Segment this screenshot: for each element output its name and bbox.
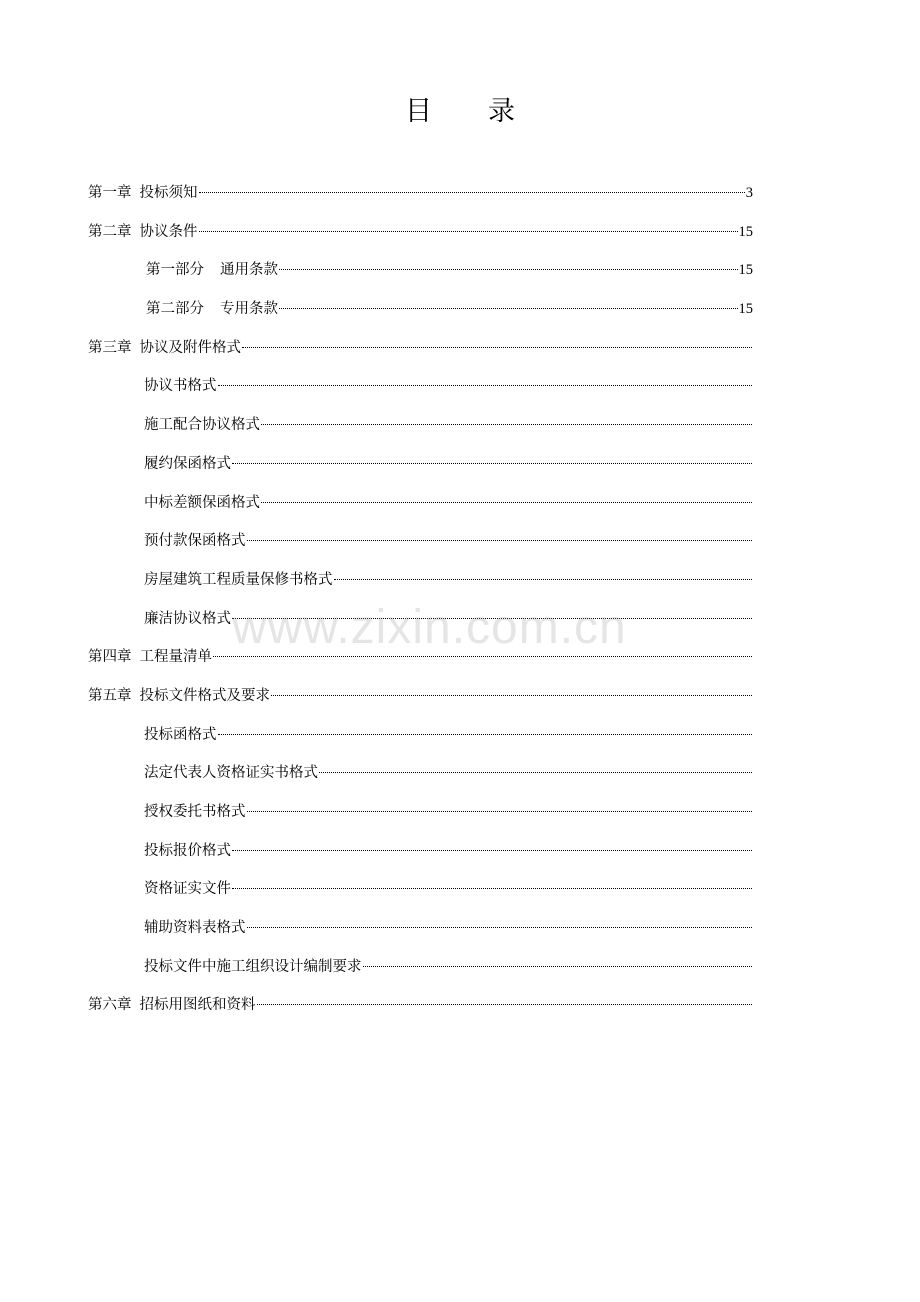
toc-entry[interactable] [88, 367, 753, 406]
toc-page-number: 15 [738, 223, 753, 240]
toc-entry[interactable] [88, 716, 753, 755]
toc-dot-leader [199, 192, 745, 193]
toc-entry-label [144, 909, 246, 948]
toc-entry-text: 工程量清单 [139, 649, 212, 666]
toc-entry-prefix: 第一部分 [146, 262, 204, 279]
toc-dot-leader [319, 772, 752, 773]
toc-entry-text: 房屋建筑工程质量保修书格式 [144, 571, 333, 588]
toc-dot-leader [232, 463, 752, 464]
toc-entry[interactable] [88, 986, 753, 1025]
toc-entry-text: 中标差额保函格式 [144, 494, 260, 511]
toc-entry-label [88, 213, 198, 252]
toc-dot-leader [363, 966, 753, 967]
toc-entry[interactable] [88, 406, 753, 445]
toc-entry-text: 授权委托书格式 [144, 804, 246, 820]
toc-entry[interactable] [88, 561, 753, 600]
toc-entry-text: 招标用图纸和资料 [139, 997, 256, 1014]
toc-entry-prefix: 第三章 [88, 339, 132, 356]
toc-dot-leader [271, 695, 752, 696]
title-char-2: 录 [488, 96, 515, 127]
toc-entry[interactable] [88, 522, 753, 561]
toc-page-number: 15 [738, 262, 753, 279]
toc-entry[interactable] [88, 754, 753, 793]
toc-dot-leader [218, 385, 753, 386]
toc-entry-text: 投标函格式 [144, 726, 217, 743]
toc-entry[interactable] [88, 290, 753, 329]
toc-dot-leader [279, 308, 738, 309]
toc-entry-text: 投标文件格式及要求 [139, 687, 270, 704]
toc-entry-label [144, 445, 231, 484]
toc-entry-text: 廉洁协议格式 [144, 610, 231, 627]
toc-entry-label [144, 600, 231, 639]
toc-dot-leader [334, 579, 753, 580]
toc-entry[interactable] [88, 948, 753, 987]
toc-entry-label [144, 948, 362, 987]
toc-entry[interactable] [88, 329, 753, 368]
toc-entry-label [144, 716, 217, 755]
toc-entry-label [144, 406, 260, 445]
toc-entry-prefix: 第二部分 [146, 301, 204, 318]
toc-entry-label [144, 870, 231, 909]
toc-entry-text: 投标文件中施工组织设计编制要求 [144, 958, 362, 975]
toc-entry-label [144, 367, 217, 406]
toc-entry-text: 资格证实文件 [144, 881, 231, 898]
toc-entry[interactable] [88, 251, 753, 290]
toc-entry-label [88, 638, 212, 677]
toc-entry-prefix: 第四章 [88, 649, 132, 666]
toc-dot-leader [257, 1004, 753, 1005]
toc-entry-prefix: 第六章 [88, 997, 132, 1014]
toc-entry-text: 法定代表人资格证实书格式 [144, 765, 318, 782]
toc-entry-text: 专用条款 [220, 301, 278, 318]
toc-entry-label [144, 561, 333, 600]
toc-entry-label [88, 329, 241, 368]
page-title [0, 92, 920, 132]
toc-entry-text: 通用条款 [220, 262, 278, 279]
toc-entry-label [144, 522, 246, 561]
toc-entry-text: 协议书格式 [144, 378, 217, 395]
toc-entry[interactable] [88, 677, 753, 716]
toc-entry-text: 预付款保函格式 [144, 533, 246, 550]
toc-entry-label [88, 174, 198, 213]
toc-entry-label [144, 754, 318, 793]
toc-entry-text: 施工配合协议格式 [144, 417, 260, 434]
toc-entry[interactable] [88, 793, 753, 832]
toc-entry-label [144, 484, 260, 523]
watermark: www.zixin.com.cn [232, 601, 627, 654]
toc-dot-leader [247, 927, 753, 928]
toc-entry-label [144, 793, 246, 832]
toc-entry-text: 协议及附件格式 [139, 339, 241, 356]
toc-entry-text: 辅助资料表格式 [144, 920, 246, 937]
toc-entry[interactable] [88, 213, 753, 252]
toc-entry-text: 履约保函格式 [144, 455, 231, 472]
toc-entry-text: 投标须知 [139, 185, 198, 201]
toc-entry-label [146, 251, 278, 290]
toc-entry[interactable] [88, 174, 753, 213]
toc-dot-leader [242, 347, 752, 348]
toc-entry[interactable] [88, 445, 753, 484]
toc-entry[interactable] [88, 909, 753, 948]
toc-dot-leader [232, 888, 752, 889]
toc-page-number: 3 [745, 185, 753, 201]
toc-entry[interactable] [88, 484, 753, 523]
toc-dot-leader [279, 269, 738, 270]
toc-dot-leader [261, 424, 752, 425]
toc-dot-leader [247, 811, 753, 812]
toc-entry-prefix: 第二章 [88, 223, 132, 240]
toc-entry-prefix: 第一章 [88, 185, 132, 201]
toc-dot-leader [232, 850, 752, 851]
toc-page-number: 15 [738, 301, 753, 318]
toc-entry-label [144, 832, 231, 871]
toc-entry-prefix: 第五章 [88, 687, 132, 704]
toc-entry[interactable] [88, 832, 753, 871]
toc-entry-label [146, 290, 278, 329]
toc-dot-leader [213, 656, 752, 657]
toc-dot-leader [218, 734, 753, 735]
toc-dot-leader [247, 540, 753, 541]
title-char-1: 目 [405, 96, 432, 127]
toc-entry-label [88, 986, 256, 1025]
toc-entry-text: 投标报价格式 [144, 842, 231, 859]
toc-dot-leader [261, 502, 752, 503]
toc-entry[interactable] [88, 870, 753, 909]
toc-dot-leader [199, 231, 738, 232]
toc-entry-text: 协议条件 [139, 223, 198, 240]
toc-entry-label [88, 677, 270, 716]
